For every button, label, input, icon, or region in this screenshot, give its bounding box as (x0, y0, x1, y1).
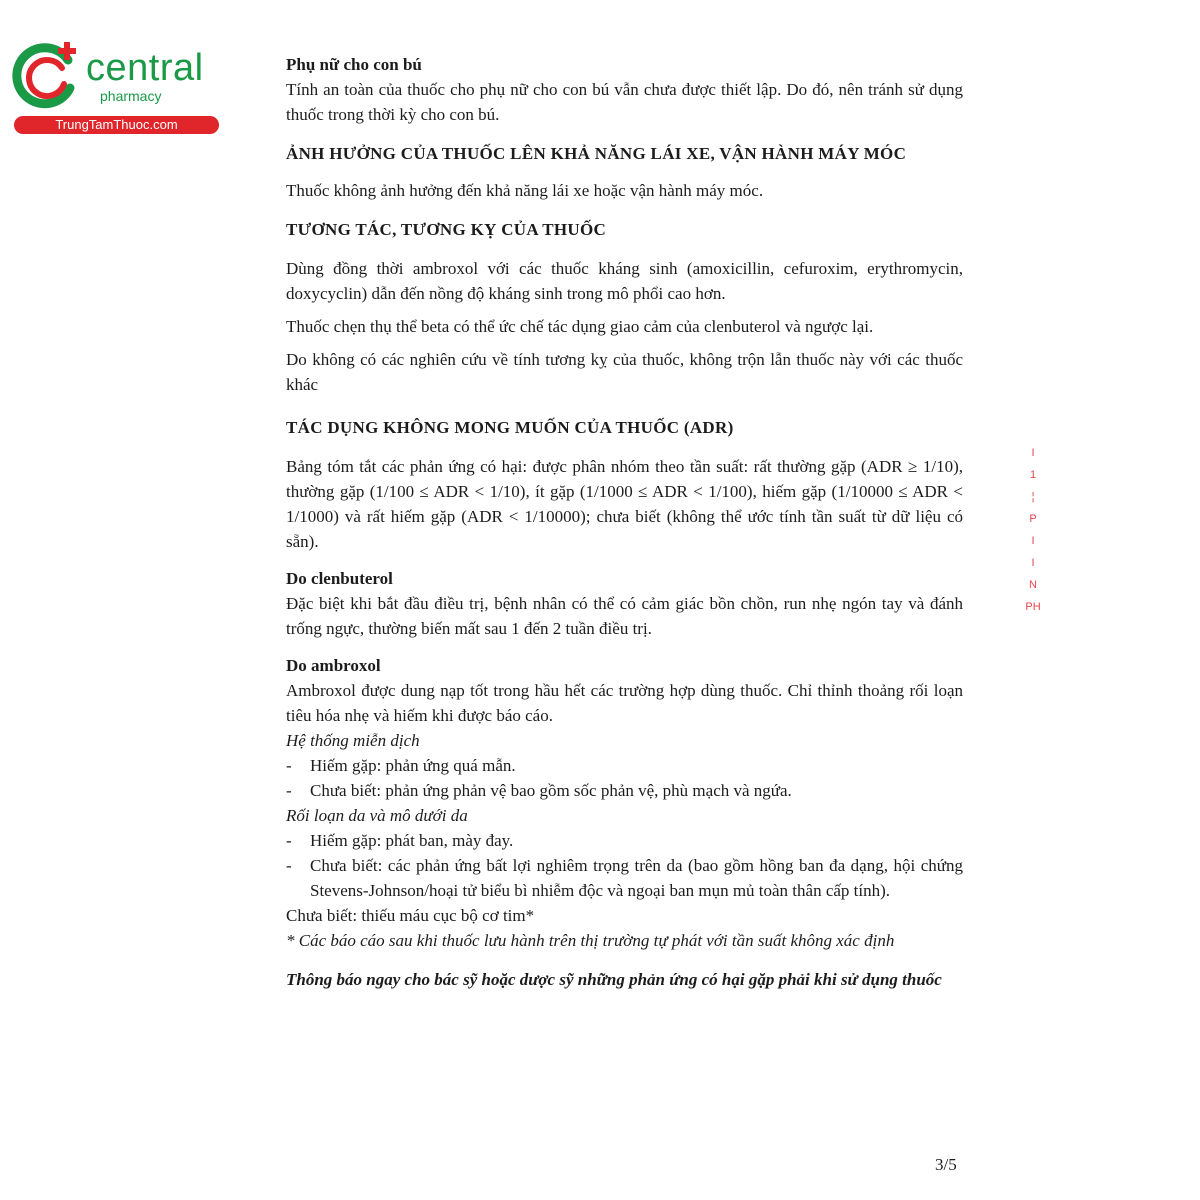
logo-c-icon (10, 38, 86, 114)
logo-sub-text: pharmacy (100, 88, 162, 104)
interaction-paragraph-3: Do không có các nghiên cứu về tính tương kỵ của thuốc, không trộn lẫn thuốc này với các thuốc khác (286, 350, 963, 394)
central-pharmacy-logo (10, 38, 220, 138)
logo-brand-text: central (86, 47, 204, 89)
ambroxol-heading: Do ambroxol (286, 656, 381, 675)
immune-item: - Hiếm gặp: phản ứng quá mẫn. (286, 753, 963, 778)
interaction-heading: TƯƠNG TÁC, TƯƠNG KỴ CỦA THUỐC (286, 220, 607, 239)
driving-text: Thuốc không ảnh hưởng đến khả năng lái xe hoặc vận hành máy móc. (286, 181, 764, 200)
footnote: * Các báo cáo sau khi thuốc lưu hành trên thị trường tự phát với tần suất không xác định (286, 931, 895, 950)
red-stamp-mark: I 1 ¦ P I I N PH (1025, 447, 1041, 613)
cardiac-text: Chưa biết: thiếu máu cục bộ cơ tim* (286, 906, 535, 925)
breastfeeding-heading: Phụ nữ cho con bú (286, 55, 422, 74)
clenbuterol-text: Đặc biệt khi bắt đầu điều trị, bệnh nhân có thể có cảm giác bồn chồn, run nhẹ ngón tay và đánh trống ngực, thường biến mất sau 1 đến 2 tuần điều trị. (286, 594, 963, 638)
immune-item: - Chưa biết: phản ứng phản vệ bao gồm sốc phản vệ, phù mạch và ngứa. (286, 778, 963, 803)
adr-intro: Bảng tóm tắt các phản ứng có hại: được phân nhóm theo tần suất: rất thường gặp (ADR ≥ 1/10), thường gặp (1/100 ≤ ADR < 1/10), ít gặp (1/1000 ≤ ADR < 1/100), hiếm gặp (1/10000 ≤ ADR < 1/1000) và rất hiếm gặp (ADR < 1/10000); chưa biết (không thể ước tính tần suất từ dữ liệu có sẵn). (286, 457, 963, 551)
driving-heading: ẢNH HƯỞNG CỦA THUỐC LÊN KHẢ NĂNG LÁI XE, VẬN HÀNH MÁY MÓC (286, 144, 907, 163)
clenbuterol-heading: Do clenbuterol (286, 569, 393, 588)
final-note: Thông báo ngay cho bác sỹ hoặc dược sỹ những phản ứng có hại gặp phải khi sử dụng thuốc (286, 970, 942, 989)
page-number: 3/5 (935, 1155, 957, 1174)
adr-heading: TÁC DỤNG KHÔNG MONG MUỐN CỦA THUỐC (ADR) (286, 418, 734, 437)
logo-site-badge: TrungTamThuoc.com (14, 116, 219, 134)
breastfeeding-text: Tính an toàn của thuốc cho phụ nữ cho con bú vẫn chưa được thiết lập. Do đó, nên tránh sử dụng thuốc trong thời kỳ cho con bú. (286, 80, 963, 124)
interaction-paragraph-2: Thuốc chẹn thụ thể beta có thể ức chế tác dụng giao cảm của clenbuterol và ngược lại. (286, 317, 874, 336)
skin-item: - Chưa biết: các phản ứng bất lợi nghiêm trọng trên da (bao gồm hồng ban đa dạng, hội chứng Stevens-Johnson/hoại tử biểu bì nhiễm độc và ngoại ban mụn mủ toàn thân cấp tính). (286, 853, 963, 903)
interaction-paragraph-1: Dùng đồng thời ambroxol với các thuốc kháng sinh (amoxicillin, cefuroxim, erythromycin, doxycyclin) dẫn đến nồng độ kháng sinh trong mô phổi cao hơn. (286, 259, 963, 303)
immune-heading: Hệ thống miễn dịch (286, 731, 420, 750)
ambroxol-text: Ambroxol được dung nạp tốt trong hầu hết các trường hợp dùng thuốc. Chỉ thỉnh thoảng rối loạn tiêu hóa nhẹ và hiếm khi được báo cáo. (286, 681, 963, 725)
skin-heading: Rối loạn da và mô dưới da (286, 806, 468, 825)
skin-item: - Hiếm gặp: phát ban, mày đay. (286, 828, 963, 853)
document-body (286, 52, 963, 992)
